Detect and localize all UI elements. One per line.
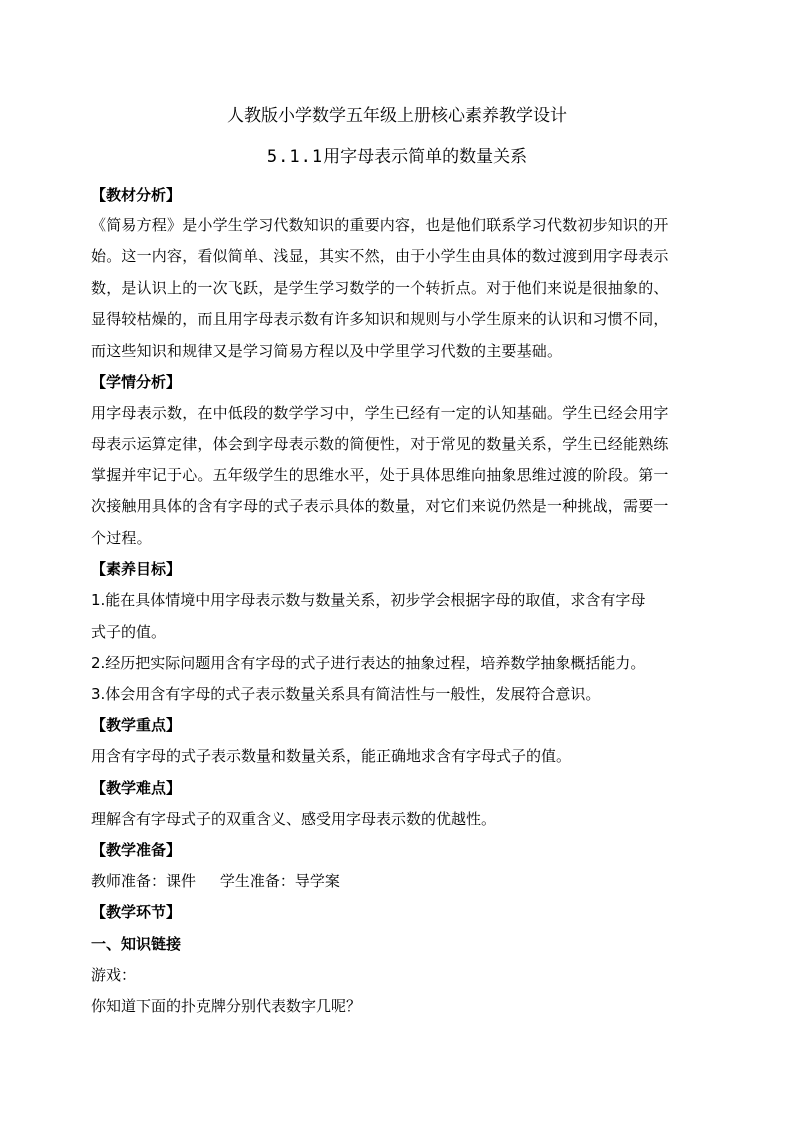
analysis-line: 《简易方程》是小学生学习代数知识的重要内容，也是他们联系学习代数初步知识的开 xyxy=(91,216,669,234)
difficulty-heading: 【教学难点】 xyxy=(91,779,182,797)
key-heading: 【教学重点】 xyxy=(91,716,182,734)
document-title: 人教版小学数学五年级上册核心素养教学设计 xyxy=(227,106,567,126)
learner-line: 次接触用具体的含有字母的式子表示具体的数量，对它们来说仍然是一种挑战，需要一 xyxy=(91,497,669,515)
question-text: 你知道下面的扑克牌分别代表数字几呢？ xyxy=(91,997,362,1015)
learner-line: 母表示运算定律，体会到字母表示数的简便性，对于常见的数量关系，学生已经能熟练 xyxy=(91,435,669,453)
key-text: 用含有字母的式子表示数量和数量关系，能正确地求含有字母式子的值。 xyxy=(91,747,572,765)
goals-heading: 【素养目标】 xyxy=(91,560,182,578)
game-label: 游戏： xyxy=(91,966,137,984)
analysis-line: 而这些知识和规律又是学习简易方程以及中学里学习代数的主要基础。 xyxy=(91,342,563,360)
analysis-line: 始。这一内容，看似简单、浅显，其实不然，由于小学生由具体的数过渡到用字母表示 xyxy=(91,247,669,265)
lesson-number: 5.1.1 xyxy=(266,147,324,167)
document-subtitle xyxy=(0,145,794,169)
analysis-heading: 【教材分析】 xyxy=(91,186,182,204)
learner-line: 用字母表示数，在中低段的数学学习中，学生已经有一定的认知基础。学生已经会用字 xyxy=(91,404,669,422)
learner-heading: 【学情分析】 xyxy=(91,373,182,391)
goal-item: 1.能在具体情境中用字母表示数与数量关系，初步学会根据字母的取值，求含有字母 xyxy=(91,591,646,609)
learner-line: 个过程。 xyxy=(91,529,152,547)
lesson-title: 用字母表示简单的数量关系 xyxy=(323,147,528,167)
goal-item: 2.经历把实际问题用含有字母的式子进行表达的抽象过程，培养数学抽象概括能力。 xyxy=(91,654,646,672)
process-heading: 【教学环节】 xyxy=(91,903,182,921)
prep-text: 教师准备：课件 学生准备：导学案 xyxy=(91,872,340,890)
goal-item: 3.体会用含有字母的式子表示数量关系具有简洁性与一般性，发展符合意识。 xyxy=(91,685,601,703)
analysis-line: 显得较枯燥的，而且用字母表示数有许多知识和规则与小学生原来的认识和习惯不同， xyxy=(91,310,669,328)
analysis-line: 数，是认识上的一次飞跃，是学生学习数学的一个转折点。对于他们来说是很抽象的、 xyxy=(91,279,669,297)
goal-item-continued: 式子的值。 xyxy=(91,623,167,641)
part1-heading: 一、知识链接 xyxy=(91,935,182,953)
prep-heading: 【教学准备】 xyxy=(91,841,182,859)
difficulty-text: 理解含有字母式子的双重含义、感受用字母表示数的优越性。 xyxy=(91,810,497,828)
learner-line: 掌握并牢记于心。五年级学生的思维水平，处于具体思维向抽象思维过渡的阶段。第一 xyxy=(91,466,669,484)
